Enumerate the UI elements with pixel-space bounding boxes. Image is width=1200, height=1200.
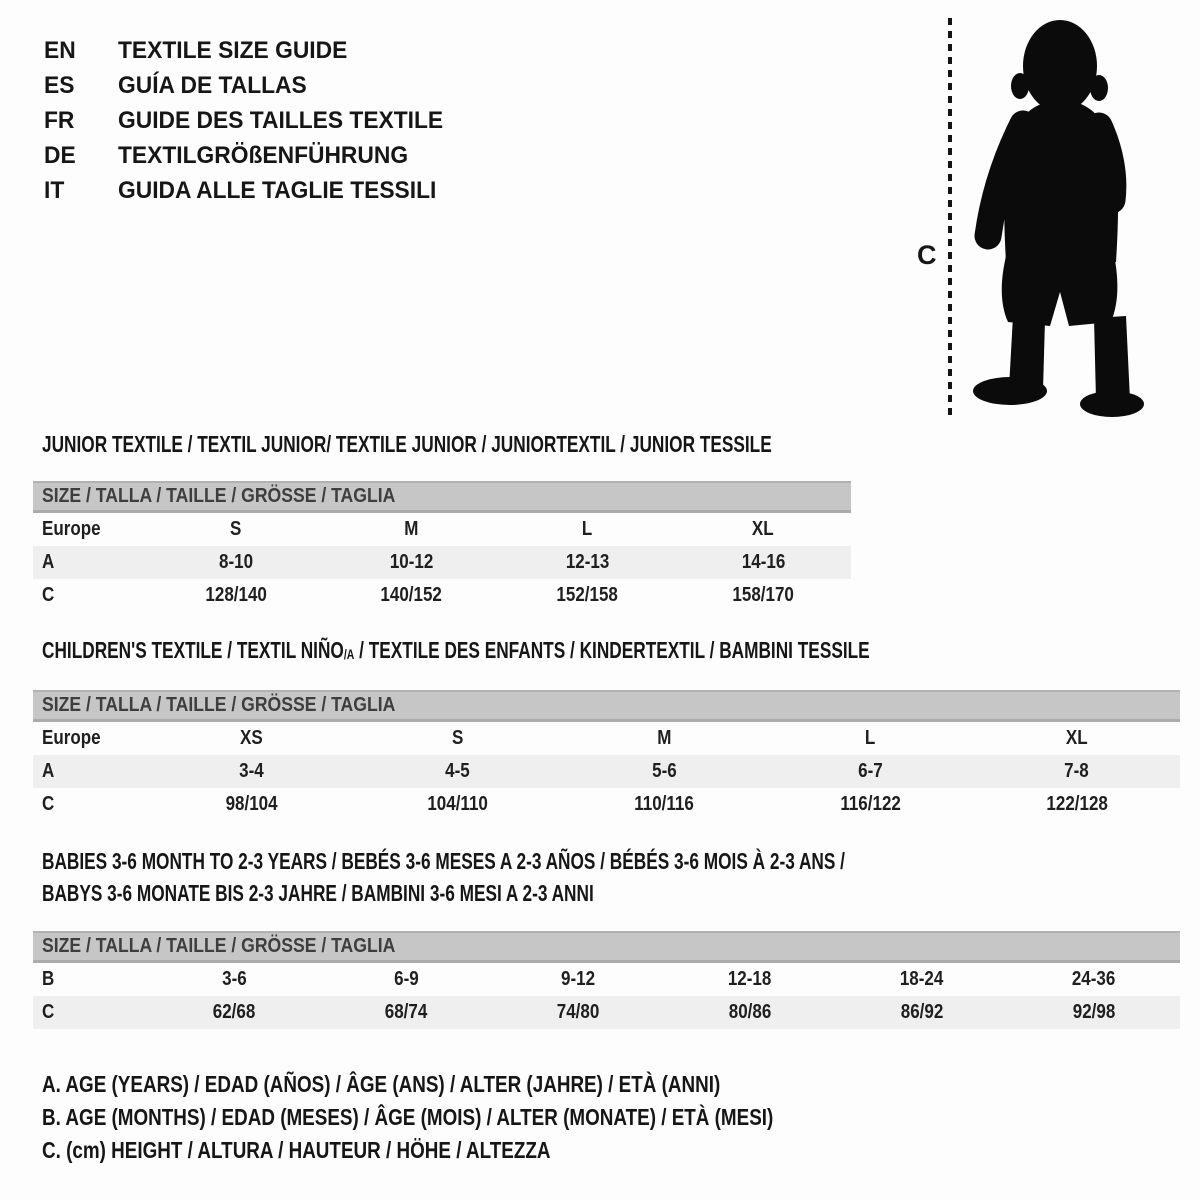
age-cell: 5-6: [651, 760, 677, 782]
height-cell: 140/152: [380, 584, 443, 606]
size-header-bar: [33, 690, 1180, 722]
measurement-legend: [42, 1068, 934, 1167]
size-cell: M: [656, 727, 672, 749]
language-row-en: [44, 33, 460, 68]
height-cell: 158/170: [732, 584, 794, 606]
legend-line-c: C. (cm) HEIGHT / ALTURA / HAUTEUR / HÖHE / ALTEZZA: [42, 1137, 551, 1163]
language-code: DE: [44, 142, 76, 169]
language-title: TEXTILGRÖßENFÜHRUNG: [118, 142, 409, 169]
row-label: Europe: [42, 518, 101, 540]
height-cell: 152/158: [556, 584, 619, 606]
children-row-age: [33, 755, 1180, 788]
babies-section-heading: [42, 845, 1113, 909]
row-label: B: [42, 968, 55, 990]
language-row-de: [44, 138, 460, 173]
language-row-es: [44, 68, 460, 103]
months-cell: 12-18: [728, 968, 772, 990]
height-cell: 92/98: [1072, 1001, 1116, 1023]
language-code: ES: [44, 72, 75, 99]
legend-line-a: A. AGE (YEARS) / EDAD (AÑOS) / ÂGE (ANS) / ALTER (JAHRE) / ETÀ (ANNI): [42, 1071, 721, 1097]
junior-row-age: [33, 546, 851, 579]
height-cell: 86/92: [900, 1001, 944, 1023]
age-cell: 14-16: [741, 551, 785, 573]
language-code: IT: [44, 177, 65, 204]
height-cell: 122/128: [1046, 793, 1108, 815]
size-header-bar: [33, 931, 1180, 963]
row-label: A: [42, 551, 55, 573]
junior-size-table: [33, 481, 851, 612]
height-measure-dashed-line: [948, 18, 952, 416]
months-cell: 18-24: [900, 968, 944, 990]
junior-row-sizes: [33, 513, 851, 546]
language-row-fr: [44, 103, 460, 138]
children-section-heading: CHILDREN'S TEXTILE / TEXTIL NIÑO/A / TEXTILE DES ENFANTS / KINDERTEXTIL / BAMBINI TESSILE: [42, 637, 870, 663]
children-row-sizes: [33, 722, 1180, 755]
height-cell: 110/116: [634, 793, 694, 815]
children-size-table: [33, 690, 1180, 821]
height-cell: 104/110: [427, 793, 488, 815]
children-row-height: [33, 788, 1180, 821]
babies-heading-line2: BABYS 3-6 MONATE BIS 2-3 JAHRE / BAMBINI 3-6 MESI A 2-3 ANNI: [42, 880, 594, 906]
height-cell: 98/104: [225, 793, 278, 815]
junior-section-heading: JUNIOR TEXTILE / TEXTIL JUNIOR/ TEXTILE JUNIOR / JUNIORTEXTIL / JUNIOR TESSILE: [42, 431, 772, 457]
toddler-silhouette-icon: [963, 16, 1145, 418]
height-cell: 68/74: [384, 1001, 428, 1023]
age-cell: 4-5: [445, 760, 470, 782]
age-cell: 8-10: [218, 551, 253, 573]
height-cell: 74/80: [556, 1001, 600, 1023]
size-bar-label: SIZE / TALLA / TAILLE / GRÖSSE / TAGLIA: [42, 694, 396, 716]
row-label: Europe: [42, 727, 101, 749]
size-cell: XS: [239, 727, 263, 749]
height-cell: 80/86: [728, 1001, 772, 1023]
language-code: EN: [44, 37, 76, 64]
language-title: TEXTILE SIZE GUIDE: [118, 37, 348, 64]
row-label: A: [42, 760, 55, 782]
months-cell: 6-9: [393, 968, 419, 990]
age-cell: 3-4: [238, 760, 264, 782]
language-title: GUIDA ALLE TAGLIE TESSILI: [118, 177, 437, 204]
age-cell: 6-7: [858, 760, 883, 782]
months-cell: 3-6: [221, 968, 247, 990]
row-label: C: [42, 584, 55, 606]
size-cell: S: [451, 727, 464, 749]
junior-row-height: [33, 579, 851, 612]
language-title-list: [44, 33, 460, 208]
size-header-bar: [33, 481, 851, 513]
language-title: GUÍA DE TALLAS: [118, 72, 307, 99]
height-measure-label: C: [917, 240, 937, 270]
babies-heading-line1: BABIES 3-6 MONTH TO 2-3 YEARS / BEBÉS 3-6 MESES A 2-3 AÑOS / BÉBÉS 3-6 MOIS À 2-3 ANS /: [42, 848, 845, 874]
size-cell: XL: [1065, 727, 1088, 749]
row-label: C: [42, 793, 55, 815]
language-code: FR: [44, 107, 75, 134]
language-title: GUIDE DES TAILLES TEXTILE: [118, 107, 444, 134]
size-bar-label: SIZE / TALLA / TAILLE / GRÖSSE / TAGLIA: [42, 485, 396, 507]
size-cell: M: [404, 518, 419, 540]
size-cell: XL: [752, 518, 774, 540]
row-label: C: [42, 1001, 55, 1023]
language-row-it: [44, 173, 460, 208]
babies-row-months: [33, 963, 1180, 996]
nino-a-subscript: /A: [343, 646, 355, 662]
age-cell: 7-8: [1064, 760, 1090, 782]
size-cell: L: [582, 518, 593, 540]
months-cell: 9-12: [560, 968, 596, 990]
babies-row-height: [33, 996, 1180, 1029]
age-cell: 10-12: [389, 551, 434, 573]
babies-size-table: [33, 931, 1180, 1029]
age-cell: 12-13: [565, 551, 610, 573]
size-cell: S: [230, 518, 242, 540]
size-cell: L: [865, 727, 876, 749]
height-cell: 116/122: [840, 793, 901, 815]
height-cell: 128/140: [205, 584, 267, 606]
months-cell: 24-36: [1072, 968, 1116, 990]
size-bar-label: SIZE / TALLA / TAILLE / GRÖSSE / TAGLIA: [42, 935, 396, 957]
legend-line-b: B. AGE (MONTHS) / EDAD (MESES) / ÂGE (MOIS) / ALTER (MONATE) / ETÀ (MESI): [42, 1104, 774, 1130]
height-cell: 62/68: [212, 1001, 256, 1023]
